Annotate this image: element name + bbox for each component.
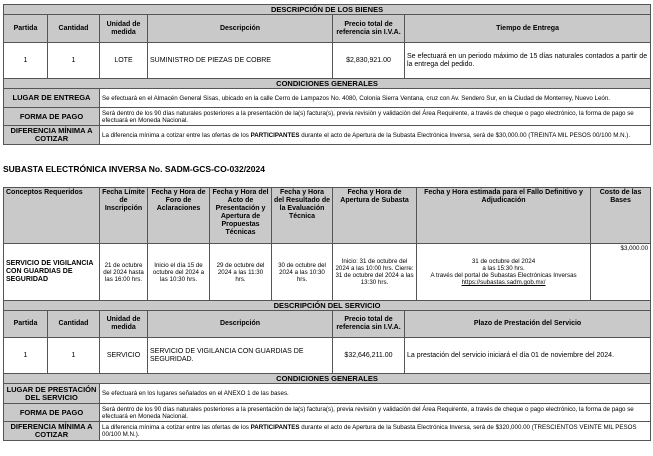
cell-precio: $2,830,921.00 <box>333 43 405 79</box>
cell-precio-2: $32,646,211.00 <box>333 338 405 374</box>
bienes-band-title: DESCRIPCIÓN DE LOS BIENES <box>4 5 651 15</box>
cell-conceptos: SERVICIO DE VIGILANCIA CON GUARDIAS DE SEGURIDAD <box>4 244 100 301</box>
diferencia-text-bold: PARTICIPANTES <box>250 131 300 139</box>
header-descripcion: Descripción <box>148 15 333 43</box>
header-partida-2: Partida <box>4 311 48 338</box>
diferencia-text-pre-2: La diferencia mínima a cotizar entre las ofertas de los <box>102 424 251 431</box>
header-costo: Costo de las Bases <box>591 188 651 244</box>
header-precio: Precio total de referencia sin I.V.A. <box>333 15 405 43</box>
cell-unidad: LOTE <box>100 43 148 79</box>
header-presentacion: Fecha y Hora del Acto de Presentación y Apertura de Propuestas Técnicas <box>210 188 272 244</box>
servicio-band-title: DESCRIPCIÓN DEL SERVICIO <box>4 301 651 311</box>
cell-resultado: 30 de octubre del 2024 a las 10:30 hrs. <box>272 244 333 301</box>
header-unidad: Unidad de medida <box>100 15 148 43</box>
cell-fallo <box>417 244 591 301</box>
fallo-portal: A través del portal de Subastas Electrónicas Inversas <box>430 272 577 279</box>
cell-presentacion: 29 de octubre del 2024 a las 11:30 hrs. <box>210 244 272 301</box>
lugar-servicio-value: Se efectuará en los lugares señalados en el ANEXO 1 de las bases. <box>100 384 651 404</box>
forma-pago-label-2: FORMA DE PAGO <box>4 404 100 422</box>
diferencia-text-post: durante el acto de Apertura de la Subasta Electrónica Inversa, será de $30,000.00 (TREINTA MIL PESOS 00/100 M.N.). <box>299 131 631 139</box>
lugar-entrega-label: LUGAR DE ENTREGA <box>4 89 100 108</box>
header-unidad-2: Unidad de medida <box>100 311 148 338</box>
diferencia-value <box>100 126 651 145</box>
cell-limite: 21 de octubre del 2024 hasta las 16:00 hrs. <box>100 244 148 301</box>
bienes-table <box>3 4 651 145</box>
header-plazo: Plazo de Prestación del Servicio <box>405 311 651 338</box>
cell-partida-2: 1 <box>4 338 48 374</box>
fallo-link[interactable]: https://subastas.sadm.gob.mx/ <box>461 279 546 286</box>
cell-tiempo: Se efectuará en un periodo máximo de 15 días naturales contados a partir de la entrega del pedido. <box>405 43 651 79</box>
bienes-condiciones-title: CONDICIONES GENERALES <box>4 79 651 89</box>
diferencia-text-bold-2: PARTICIPANTES <box>250 424 300 431</box>
diferencia-label-2: DIFERENCIA MÍNIMA A COTIZAR <box>4 422 100 441</box>
header-resultado: Fecha y Hora del Resultado de la Evaluación Técnica <box>272 188 333 244</box>
header-foro: Fecha y Hora de Foro de Aclaraciones <box>148 188 210 244</box>
forma-pago-value: Será dentro de los 90 días naturales posteriores a la presentación de la(s) factura(s), previa revisión y validación del Área Requirente, a través de cheque o pago electrónico, la forma de pago se efectuará en Moneda Nacional. <box>100 108 651 126</box>
lugar-servicio-label: LUGAR DE PRESTACIÓN DEL SERVICIO <box>4 384 100 404</box>
forma-pago-value-2: Será dentro de los 90 días naturales posteriores a la presentación de la(s) factura(s), previa revisión y validación del Área Requirente, a través de cheque o pago electrónico, la forma de pago se efectuará en Moneda Nacional. <box>100 404 651 422</box>
header-cantidad-2: Cantidad <box>48 311 100 338</box>
header-limite: Fecha Límite de Inscripción <box>100 188 148 244</box>
header-cantidad: Cantidad <box>48 15 100 43</box>
fallo-fecha: 31 de octubre del 2024 <box>471 258 536 265</box>
subasta-table <box>3 187 651 441</box>
cell-descripcion: SUMINISTRO DE PIEZAS DE COBRE <box>148 43 333 79</box>
header-precio-2: Precio total de referencia sin I.V.A. <box>333 311 405 338</box>
cell-cantidad: 1 <box>48 43 100 79</box>
servicio-condiciones-title: CONDICIONES GENERALES <box>4 374 651 384</box>
diferencia-value-2 <box>100 422 651 441</box>
diferencia-text-post-2: durante el acto de Apertura de la Subasta Electrónica Inversa, será de $320,000.00 (TRESCIENTOS VEINTE MIL PESOS 00/100 M.N.). <box>102 424 637 438</box>
cell-foro: Inicio el día 15 de octubre del 2024 a las 10:30 hrs. <box>148 244 210 301</box>
subasta-title: SUBASTA ELECTRÓNICA INVERSA No. SADM-GCS-CO-032/2024 <box>3 164 265 174</box>
cell-unidad-2: SERVICIO <box>100 338 148 374</box>
cell-cantidad-2: 1 <box>48 338 100 374</box>
forma-pago-label: FORMA DE PAGO <box>4 108 100 126</box>
header-conceptos: Conceptos Requeridos <box>4 188 100 244</box>
header-fallo: Fecha y Hora estimada para el Fallo Definitivo y Adjudicación <box>417 188 591 244</box>
cell-plazo: La prestación del servicio iniciará el día 01 de noviembre del 2024. <box>405 338 651 374</box>
cell-partida: 1 <box>4 43 48 79</box>
cell-apertura: Inicio: 31 de octubre del 2024 a las 10:00 hrs. Cierre: 31 de octubre del 2024 a las 13:30 hrs. <box>333 244 417 301</box>
header-partida: Partida <box>4 15 48 43</box>
cell-descripcion-2: SERVICIO DE VIGILANCIA CON GUARDIAS DE SEGURIDAD. <box>148 338 333 374</box>
lugar-entrega-value: Se efectuará en el Almacén General Sisas, ubicado en la calle Cerro de Lampazos No. 4080, Colonia Sierra Ventana, cruz con Av. Sendero Sur, en la Ciudad de Monterrey, Nuevo León. <box>100 89 651 108</box>
header-tiempo: Tiempo de Entrega <box>405 15 651 43</box>
cell-costo: $3,000.00 <box>591 244 651 301</box>
diferencia-text-pre: La diferencia mínima a cotizar entre las ofertas de los <box>102 131 251 139</box>
diferencia-label: DIFERENCIA MÍNIMA A COTIZAR <box>4 126 100 145</box>
fallo-hora: a las 15:30 hrs. <box>482 265 525 272</box>
header-apertura: Fecha y Hora de Apertura de Subasta <box>333 188 417 244</box>
header-descripcion-2: Descripción <box>148 311 333 338</box>
